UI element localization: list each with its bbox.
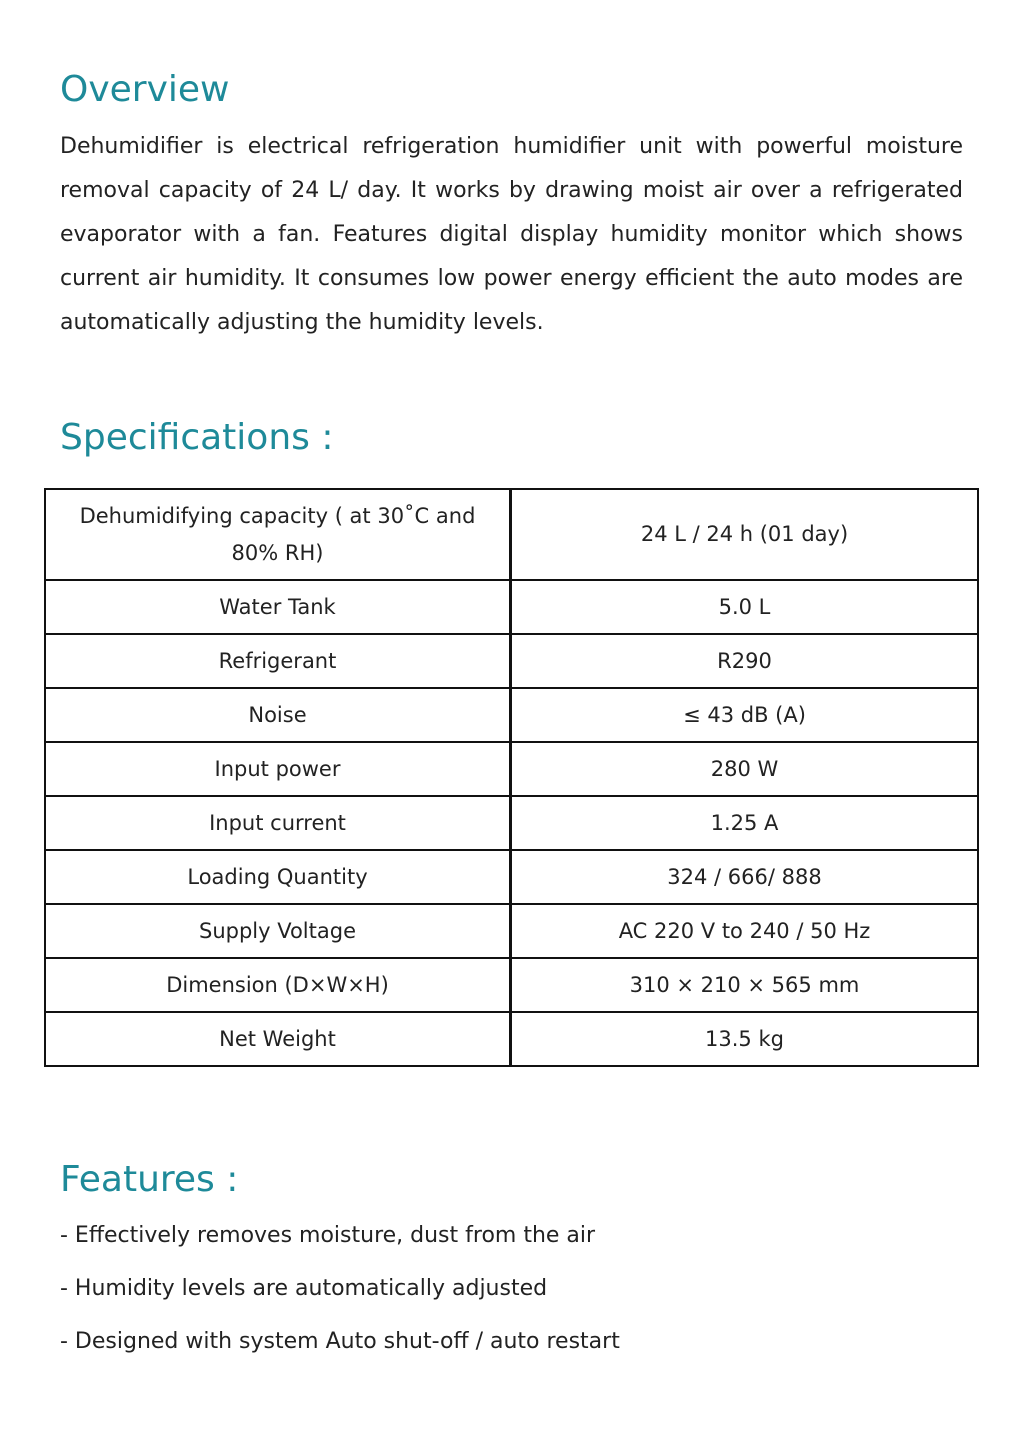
spec-value: 310 × 210 × 565 mm: [511, 958, 979, 1012]
table-row: [45, 688, 978, 742]
features-heading: Features :: [60, 1159, 239, 1200]
spec-label: Input current: [45, 796, 511, 850]
features-list: [60, 1218, 620, 1377]
spec-value: 5.0 L: [511, 580, 979, 634]
table-row: [45, 1012, 978, 1066]
table-row: [45, 580, 978, 634]
spec-label: Supply Voltage: [45, 904, 511, 958]
table-row: [45, 904, 978, 958]
specifications-heading: Specifications :: [60, 417, 334, 458]
spec-label: Dehumidifying capacity ( at 30˚C and 80% RH): [45, 489, 511, 580]
spec-value: 24 L / 24 h (01 day): [511, 489, 979, 580]
spec-label: Net Weight: [45, 1012, 511, 1066]
spec-value: ≤ 43 dB (A): [511, 688, 979, 742]
spec-value: 1.25 A: [511, 796, 979, 850]
spec-label: Water Tank: [45, 580, 511, 634]
list-item: - Effectively removes moisture, dust from the air: [60, 1223, 596, 1248]
spec-label: Loading Quantity: [45, 850, 511, 904]
table-row: [45, 796, 978, 850]
table-row: [45, 634, 978, 688]
list-item: - Humidity levels are automatically adjusted: [60, 1276, 548, 1301]
spec-value: R290: [511, 634, 979, 688]
spec-value: 13.5 kg: [511, 1012, 979, 1066]
list-item: - Designed with system Auto shut-off / auto restart: [60, 1329, 620, 1354]
spec-value: 324 / 666/ 888: [511, 850, 979, 904]
spec-label: Refrigerant: [45, 634, 511, 688]
specifications-table: [44, 488, 979, 1067]
spec-value: 280 W: [511, 742, 979, 796]
spec-label: Noise: [45, 688, 511, 742]
spec-label: Input power: [45, 742, 511, 796]
table-row: [45, 850, 978, 904]
overview-heading: Overview: [60, 69, 230, 110]
table-row: [45, 489, 978, 580]
spec-label: Dimension (D×W×H): [45, 958, 511, 1012]
table-row: [45, 742, 978, 796]
table-row: [45, 958, 978, 1012]
overview-paragraph: Dehumidifier is electrical refrigeration humidifier unit with powerful moisture removal capacity of 24 L/ day. It works by drawing moist air over a refrigerated evaporator with a fan. Features digital display humidity monitor which shows current air humidity. It consumes low power energy efficient the auto modes are automatically adjusting the humidity levels.: [60, 134, 963, 335]
spec-value: AC 220 V to 240 / 50 Hz: [511, 904, 979, 958]
